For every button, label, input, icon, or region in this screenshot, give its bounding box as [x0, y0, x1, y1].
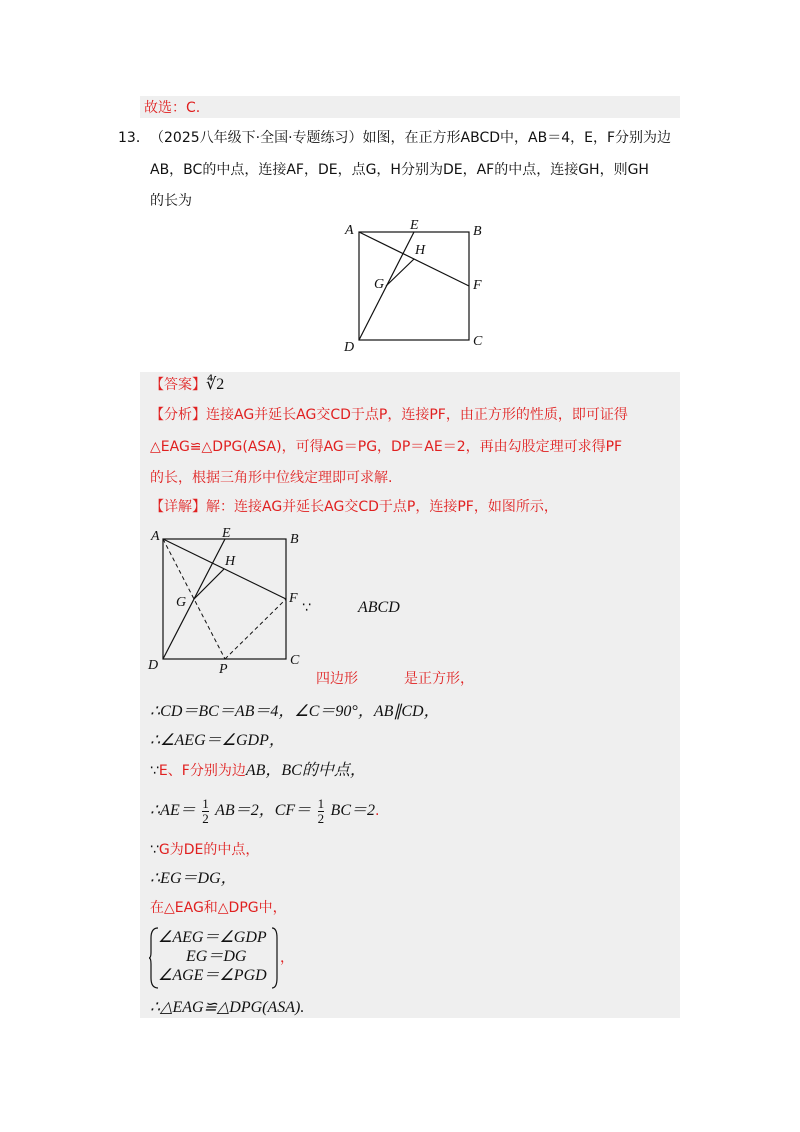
step-3-rest: AB，BC的中点，: [245, 762, 366, 779]
system-line-2: EG＝DG: [186, 948, 247, 965]
step-4: [150, 793, 379, 829]
step-4-a: ∴AE＝: [150, 802, 196, 819]
system-brace-right: [270, 926, 280, 990]
question-line-3: 的长为: [150, 193, 192, 209]
fig2-label-b: B: [290, 532, 299, 547]
fig1-label-b: B: [473, 224, 482, 239]
segment-af: [359, 232, 469, 286]
fraction-half-2: [318, 797, 325, 826]
step-1: ∴CD＝BC＝AB＝4，∠C＝90°，AB∥CD，: [150, 703, 440, 720]
since-mark: ∵: [302, 600, 311, 616]
step-7: 在△EAG和△DPG中，: [150, 900, 287, 916]
is-square-label: 是正方形，: [404, 671, 474, 687]
answer-tag: 【答案】: [150, 377, 206, 393]
fig1-label-h: H: [415, 243, 426, 258]
fig2-label-g: G: [176, 595, 187, 610]
step-3-red: E、F分别为边: [158, 763, 246, 779]
top-shade: [140, 96, 680, 118]
previous-answer: 故选：C.: [144, 100, 201, 116]
question-line-1: （2025八年级下·全国·专题练习）如图，在正方形ABCD中，AB＝4，E，F分别为边: [150, 130, 672, 146]
square-name: ABCD: [358, 599, 400, 616]
fig2-label-c: C: [290, 653, 300, 668]
answer-value: ∜2: [206, 376, 225, 393]
square-abcd: [359, 232, 469, 340]
analysis-line-2: △EAG≌△DPG(ASA)，可得AG＝PG，DP＝AE＝2，再由勾股定理可求得PF: [150, 439, 623, 455]
answer-line: [150, 375, 224, 395]
step-5-red: G为DE的中点，: [158, 842, 260, 858]
step-5: [150, 840, 259, 860]
step-2: ∴∠AEG＝∠GDP，: [150, 732, 285, 749]
step-3: [150, 761, 366, 781]
fig1-label-f: F: [473, 278, 482, 293]
system-line-1: ∠AEG＝∠GDP: [158, 929, 267, 946]
fig2-label-f: F: [289, 591, 298, 606]
fig2-label-h: H: [225, 554, 236, 569]
fig1-label-e: E: [410, 218, 419, 233]
quad-label: 四边形: [316, 671, 358, 687]
fraction-num: 1: [202, 795, 209, 811]
analysis-tag: 【分析】: [150, 407, 206, 423]
fig1-label-g: G: [374, 277, 385, 292]
fig2-label-d: D: [148, 658, 159, 673]
analysis-text-1: 连接AG并延长AG交CD于点P，连接PF，由正方形的性质，即可证得: [206, 407, 628, 423]
step-4-dot: .: [375, 803, 380, 819]
question-number: 13．: [118, 130, 150, 146]
detail-tag: 【详解】: [150, 499, 206, 515]
step-4-c: BC＝2: [330, 802, 375, 819]
system-line-3: ∠AGE＝∠PGD: [158, 967, 267, 984]
fig1-label-a: A: [345, 223, 354, 238]
fig2-label-p: P: [219, 662, 228, 677]
fig2-label-a: A: [151, 529, 160, 544]
fig1-label-d: D: [344, 340, 355, 355]
system-end: ，: [280, 950, 294, 966]
question-line-2: AB，BC的中点，连接AF，DE，点G，H分别为DE，AF的中点，连接GH，则GH: [150, 162, 649, 178]
fig2-label-e: E: [222, 526, 231, 541]
fraction-den: 2: [317, 810, 325, 826]
fraction-den: 2: [202, 810, 209, 826]
segment-de: [359, 232, 414, 340]
step-3-since: ∵: [150, 763, 159, 779]
detail-line-1: [150, 497, 558, 517]
detail-text-1: 解：连接AG并延长AG交CD于点P，连接PF，如图所示，: [206, 499, 558, 515]
step-8: ∴△EAG≌△DPG(ASA).: [150, 999, 305, 1016]
fig1-label-c: C: [473, 334, 483, 349]
segment-gh: [386, 259, 414, 286]
fraction-half-1: [202, 797, 209, 826]
fraction-num: 1: [317, 795, 325, 811]
analysis-line-1: [150, 405, 628, 425]
step-4-b: AB＝2，CF＝: [215, 802, 312, 819]
analysis-line-3: 的长，根据三角形中位线定理即可求解.: [150, 470, 393, 486]
step-6: ∴EG＝DG，: [150, 870, 237, 887]
step-5-since: ∵: [150, 842, 159, 858]
